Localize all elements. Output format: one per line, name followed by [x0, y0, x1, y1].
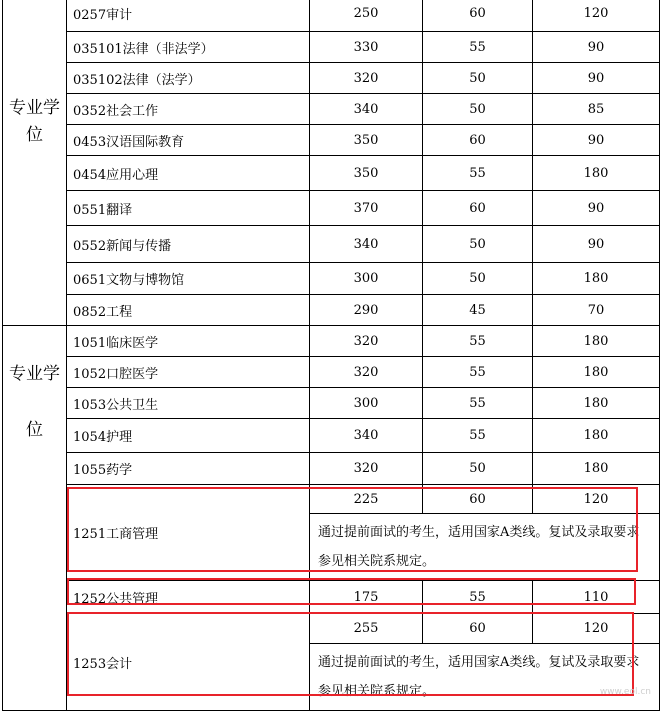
single-subject-score-2: 180	[533, 156, 660, 191]
single-subject-score-1: 50	[423, 453, 533, 485]
single-subject-score-2: 180	[533, 326, 660, 357]
major-name: 0453汉语国际教育	[67, 125, 310, 156]
total-score: 340	[310, 94, 423, 125]
total-score: 290	[310, 295, 423, 326]
table-row	[3, 94, 660, 125]
single-subject-score-1: 60	[423, 191, 533, 226]
table-row	[3, 581, 660, 614]
score-table	[2, 0, 660, 711]
total-score: 320	[310, 453, 423, 485]
single-subject-score-2: 85	[533, 94, 660, 125]
table-row	[3, 191, 660, 226]
total-score: 340	[310, 226, 423, 263]
total-score: 250	[310, 0, 423, 32]
major-name: 0551翻译	[67, 191, 310, 226]
total-score: 330	[310, 32, 423, 63]
total-score: 370	[310, 191, 423, 226]
single-subject-score-2: 90	[533, 32, 660, 63]
single-subject-score-1: 50	[423, 63, 533, 94]
single-subject-score-2: 180	[533, 357, 660, 388]
major-name: 0454应用心理	[67, 156, 310, 191]
single-subject-score-2: 180	[533, 388, 660, 419]
table-row	[3, 485, 660, 514]
single-subject-score-2: 120	[533, 614, 660, 644]
table-row	[3, 32, 660, 63]
single-subject-score-2: 180	[533, 419, 660, 453]
major-name: 1251工商管理	[67, 485, 310, 581]
single-subject-score-2: 70	[533, 295, 660, 326]
major-name: 1051临床医学	[67, 326, 310, 357]
single-subject-score-1: 55	[423, 419, 533, 453]
note-text: 通过提前面试的考生，适用国家A类线。复试及录取要求参见相关院系规定。	[310, 514, 660, 581]
category-cell-top	[3, 0, 67, 326]
major-name: 1053公共卫生	[67, 388, 310, 419]
single-subject-score-1: 50	[423, 226, 533, 263]
table-row	[3, 156, 660, 191]
major-name: 0651文物与博物馆	[67, 263, 310, 295]
single-subject-score-2: 90	[533, 226, 660, 263]
major-name: 035101法律（非法学）	[67, 32, 310, 63]
single-subject-score-2: 120	[533, 0, 660, 32]
single-subject-score-1: 55	[423, 326, 533, 357]
single-subject-score-2: 180	[533, 263, 660, 295]
category-label: 专业学位	[9, 98, 60, 145]
table-row	[3, 226, 660, 263]
table-row	[3, 125, 660, 156]
single-subject-score-2: 90	[533, 63, 660, 94]
single-subject-score-1: 55	[423, 32, 533, 63]
single-subject-score-1: 60	[423, 125, 533, 156]
single-subject-score-1: 50	[423, 94, 533, 125]
single-subject-score-1: 55	[423, 156, 533, 191]
major-name: 0852工程	[67, 295, 310, 326]
single-subject-score-1: 55	[423, 581, 533, 614]
total-score: 340	[310, 419, 423, 453]
total-score: 300	[310, 388, 423, 419]
table-row	[3, 453, 660, 485]
total-score: 350	[310, 125, 423, 156]
total-score: 320	[310, 326, 423, 357]
category-label: 专业学位	[9, 364, 60, 440]
table-row	[3, 295, 660, 326]
single-subject-score-2: 110	[533, 581, 660, 614]
major-name: 1055药学	[67, 453, 310, 485]
table-row	[3, 388, 660, 419]
single-subject-score-1: 50	[423, 263, 533, 295]
total-score: 320	[310, 63, 423, 94]
single-subject-score-1: 45	[423, 295, 533, 326]
total-score: 300	[310, 263, 423, 295]
single-subject-score-2: 180	[533, 453, 660, 485]
total-score: 350	[310, 156, 423, 191]
single-subject-score-1: 55	[423, 388, 533, 419]
table-row	[3, 0, 660, 32]
total-score: 175	[310, 581, 423, 614]
table-row	[3, 263, 660, 295]
major-name: 1252公共管理	[67, 581, 310, 614]
category-cell-bottom	[3, 326, 67, 711]
major-name: 0257审计	[67, 0, 310, 32]
single-subject-score-1: 60	[423, 485, 533, 514]
major-name: 1054护理	[67, 419, 310, 453]
note-text: 通过提前面试的考生，适用国家A类线。复试及录取要求参见相关院系规定。	[310, 644, 660, 711]
single-subject-score-1: 55	[423, 357, 533, 388]
table-row	[3, 357, 660, 388]
single-subject-score-2: 90	[533, 191, 660, 226]
single-subject-score-2: 90	[533, 125, 660, 156]
watermark: www.eol.cn	[599, 687, 651, 697]
table-row	[3, 614, 660, 644]
major-name: 1253会计	[67, 614, 310, 711]
major-name: 1052口腔医学	[67, 357, 310, 388]
table-row	[3, 419, 660, 453]
total-score: 225	[310, 485, 423, 514]
major-name: 0552新闻与传播	[67, 226, 310, 263]
total-score: 255	[310, 614, 423, 644]
major-name: 035102法律（法学）	[67, 63, 310, 94]
major-name: 0352社会工作	[67, 94, 310, 125]
total-score: 320	[310, 357, 423, 388]
single-subject-score-1: 60	[423, 614, 533, 644]
table-row	[3, 63, 660, 94]
single-subject-score-2: 120	[533, 485, 660, 514]
table-row	[3, 326, 660, 357]
single-subject-score-1: 60	[423, 0, 533, 32]
